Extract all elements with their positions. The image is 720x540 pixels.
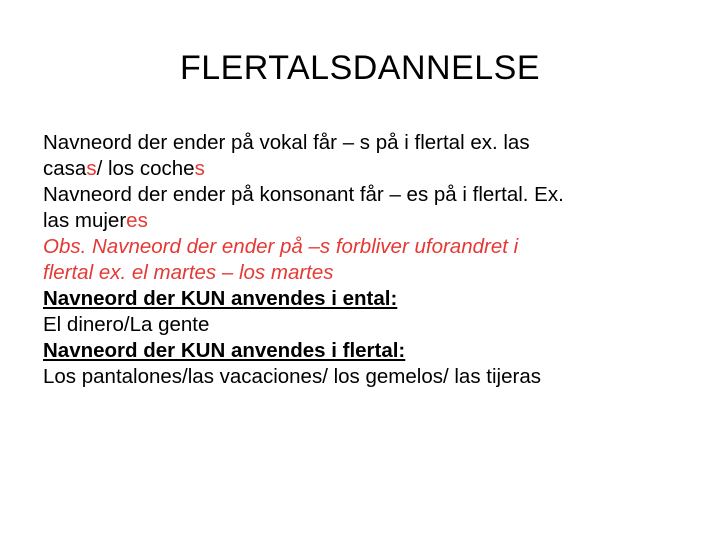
slide-title: FLERTALSDANNELSE	[179, 49, 541, 87]
example-plural-ending: s	[86, 157, 97, 180]
rule-vowel-line: Navneord der ender på vokal får – s på i flertal ex. las	[43, 131, 530, 154]
rule-consonant-line: Navneord der ender på konsonant får – es på i flertal. Ex.	[43, 183, 564, 206]
example-plural-ending: s	[194, 157, 205, 180]
example-word-stem: casa	[43, 157, 87, 180]
example-plural-ending: es	[126, 209, 148, 232]
example-word-stem: / los coche	[96, 157, 195, 180]
example-word-stem: las mujer	[43, 209, 127, 232]
plural-only-examples: Los pantalones/las vacaciones/ los gemelos/ las tijeras	[43, 365, 541, 388]
obs-note-line-2: flertal ex. el martes – los martes	[43, 261, 334, 284]
slide-body	[43, 130, 693, 390]
rule-vowel-example	[43, 156, 693, 182]
rule-consonant-example	[43, 208, 693, 234]
obs-note-line-1: Obs. Navneord der ender på –s forbliver uforandret i	[43, 235, 519, 258]
singular-only-heading: Navneord der KUN anvendes i ental:	[43, 287, 398, 310]
singular-only-examples: El dinero/La gente	[43, 313, 210, 336]
plural-only-heading: Navneord der KUN anvendes i flertal:	[43, 339, 406, 362]
